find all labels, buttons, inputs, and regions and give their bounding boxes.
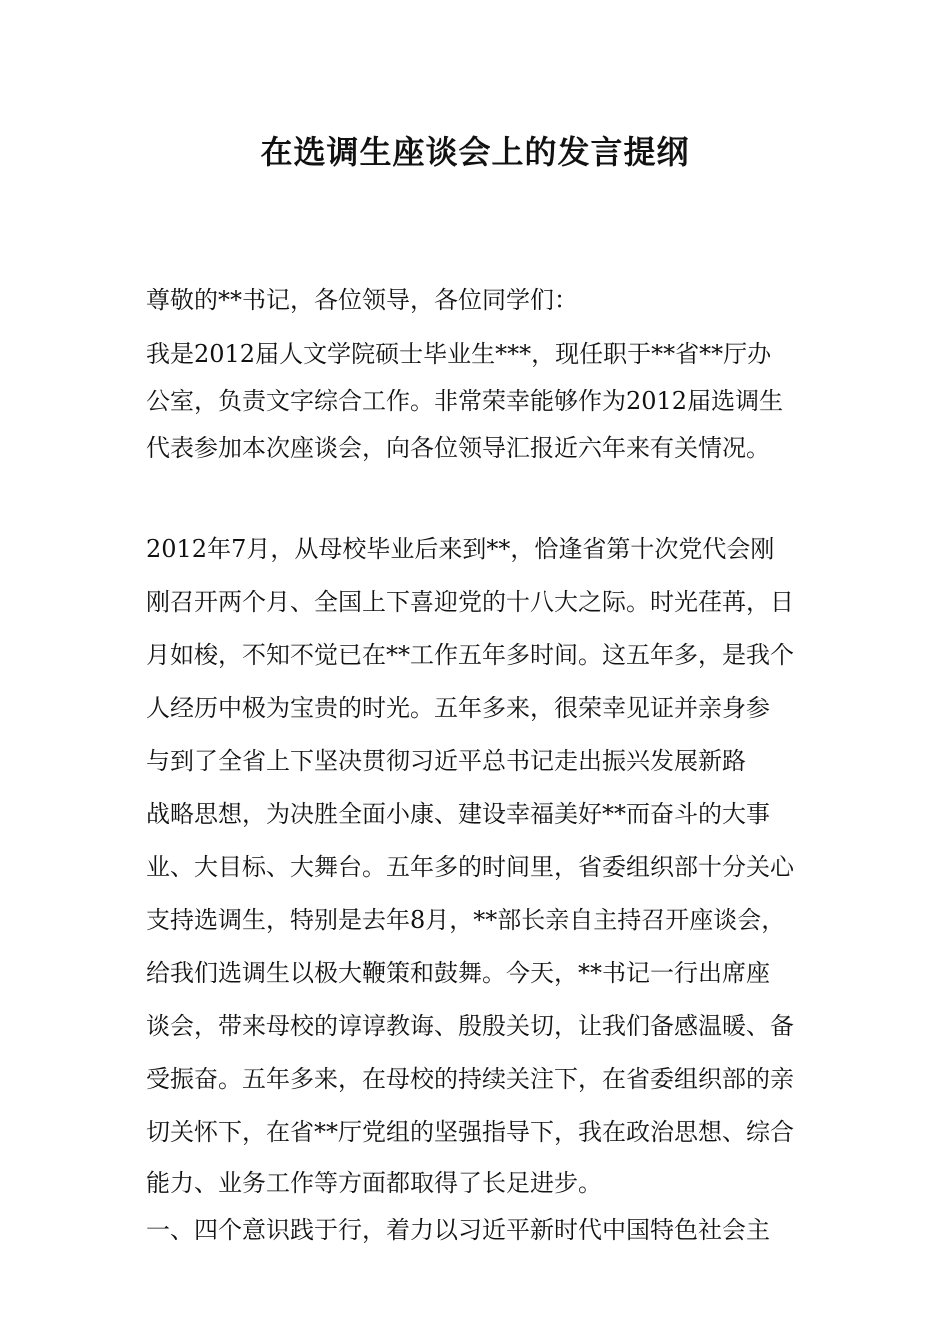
para1-line-3: 代表参加本次座谈会，向各位领导汇报近六年来有关情况。 (146, 434, 770, 462)
para2-line-10: 谈会，带来母校的谆谆教诲、殷殷关切，让我们备感温暖、备 (146, 1012, 794, 1040)
para1-line-2: 公室，负责文字综合工作。非常荣幸能够作为2012届选调生 (146, 387, 784, 415)
para2-line-7: 业、大目标、大舞台。五年多的时间里，省委组织部十分关心 (146, 853, 794, 881)
para2-line-8: 支持选调生，特别是去年8月，**部长亲自主持召开座谈会， (146, 906, 786, 934)
document-title: 在选调生座谈会上的发言提纲 (260, 133, 690, 171)
para2-line-3: 月如梭，不知不觉已在**工作五年多时间。这五年多，是我个 (146, 641, 794, 669)
para2-line-12: 切关怀下，在省**厅党组的坚强指导下，我在政治思想、综合 (146, 1118, 794, 1146)
para2-line-2: 刚召开两个月、全国上下喜迎党的十八大之际。时光荏苒，日 (146, 588, 794, 616)
para2-line-5: 与到了全省上下坚决贯彻习近平总书记走出振兴发展新路 (146, 747, 746, 775)
salutation: 尊敬的**书记，各位领导，各位同学们： (146, 286, 578, 314)
para2-line-13: 能力、业务工作等方面都取得了长足进步。 (146, 1169, 602, 1197)
para2-line-6: 战略思想，为决胜全面小康、建设幸福美好**而奋斗的大事 (146, 800, 770, 828)
section-heading-1: 一、四个意识践于行，着力以习近平新时代中国特色社会主 (146, 1216, 770, 1244)
para2-line-1: 2012年7月，从母校毕业后来到**，恰逢省第十次党代会刚 (146, 535, 775, 563)
para2-line-9: 给我们选调生以极大鞭策和鼓舞。今天，**书记一行出席座 (146, 959, 770, 987)
para2-line-4: 人经历中极为宝贵的时光。五年多来，很荣幸见证并亲身参 (146, 694, 770, 722)
para1-line-1: 我是2012届人文学院硕士毕业生***，现任职于**省**厅办 (146, 340, 772, 368)
para2-line-11: 受振奋。五年多来，在母校的持续关注下，在省委组织部的亲 (146, 1065, 794, 1093)
